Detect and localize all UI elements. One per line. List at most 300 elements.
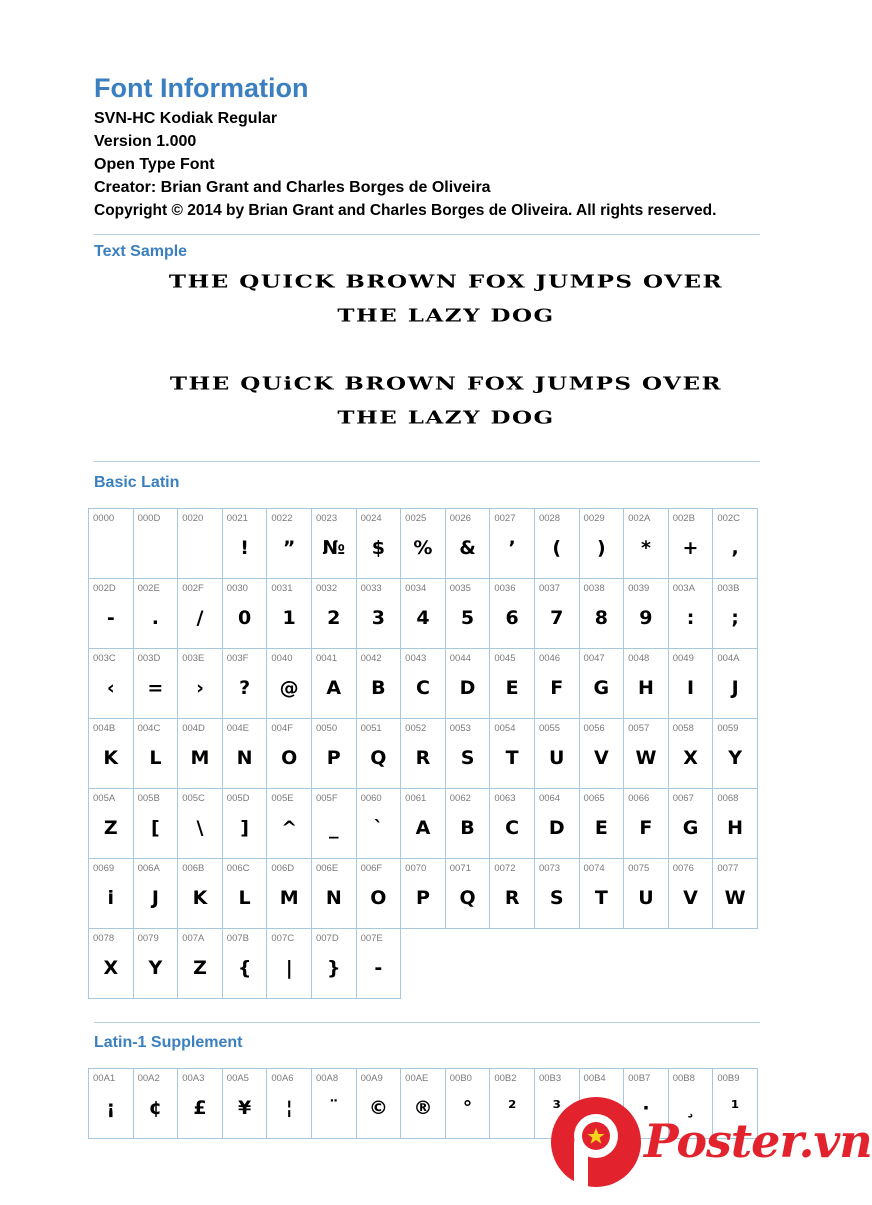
glyph-code: 002A <box>628 513 651 524</box>
font-type: Open Type Font <box>94 156 215 173</box>
glyph-char: % <box>413 537 433 559</box>
glyph-char: P <box>326 747 341 769</box>
glyph-cell <box>579 649 624 719</box>
glyph-code: 0042 <box>360 653 382 664</box>
glyph-char: _ <box>329 817 339 839</box>
glyph-code: 00A5 <box>226 1073 249 1084</box>
glyph-char: & <box>459 537 476 559</box>
glyph-code: 004B <box>93 723 116 734</box>
glyph-cell <box>445 719 490 789</box>
glyph-code: 004D <box>182 723 205 734</box>
glyph-cell <box>534 789 579 859</box>
glyph-code: 006A <box>137 863 160 874</box>
glyph-code: 007D <box>315 933 339 944</box>
glyph-code: 0069 <box>93 863 115 874</box>
glyph-cell <box>222 789 267 859</box>
glyph-char: O <box>281 747 298 769</box>
glyph-cell <box>267 789 312 859</box>
glyph-cell <box>89 719 134 789</box>
glyph-row <box>89 929 758 999</box>
glyph-code: 0076 <box>672 863 694 874</box>
text-sample-block <box>94 265 798 435</box>
glyph-cell <box>579 509 624 579</box>
glyph-code: 006F <box>360 863 383 874</box>
glyph-code: 0020 <box>182 513 204 524</box>
glyph-code: 00B2 <box>494 1073 517 1084</box>
glyph-char: V <box>593 747 609 769</box>
glyph-cell <box>89 789 134 859</box>
glyph-cell <box>89 579 134 649</box>
glyph-char: ( <box>552 537 562 559</box>
glyph-cell <box>668 789 713 859</box>
glyph-cell <box>133 789 178 859</box>
glyph-cell <box>490 509 535 579</box>
glyph-char: Z <box>103 817 118 839</box>
glyph-char: 9 <box>639 607 653 629</box>
glyph-char: F <box>550 677 564 699</box>
glyph-code: 003E <box>182 653 205 664</box>
empty-cell <box>534 929 579 999</box>
glyph-code: 005C <box>182 793 205 804</box>
glyph-code: 0053 <box>449 723 471 734</box>
glyph-code: 0040 <box>271 653 293 664</box>
glyph-cell <box>133 1069 178 1139</box>
glyph-code: 0034 <box>405 583 427 594</box>
glyph-cell <box>222 579 267 649</box>
glyph-cell <box>534 509 579 579</box>
glyph-code: 0077 <box>717 863 739 874</box>
glyph-code: 003B <box>717 583 740 594</box>
glyph-code: 0073 <box>538 863 561 874</box>
glyph-cell <box>178 859 223 929</box>
glyph-char: J <box>151 887 159 909</box>
glyph-code: 0048 <box>628 653 650 664</box>
glyph-cell <box>624 579 669 649</box>
glyph-char: B <box>460 817 475 839</box>
empty-cell <box>624 929 669 999</box>
glyph-char: ¸ <box>685 1097 696 1119</box>
glyph-code: 004C <box>137 723 161 734</box>
glyph-code: 0000 <box>93 513 115 524</box>
glyph-cell <box>267 719 312 789</box>
glyph-code: 007C <box>271 933 295 944</box>
glyph-code: 0061 <box>405 793 427 804</box>
glyph-char: C <box>505 817 520 839</box>
poster-vn-logo <box>544 1094 872 1200</box>
glyph-code: 0038 <box>583 583 605 594</box>
glyph-cell <box>579 719 624 789</box>
glyph-code: 0078 <box>93 933 115 944</box>
glyph-cell <box>624 719 669 789</box>
glyph-code: 0049 <box>672 653 694 664</box>
glyph-cell <box>401 579 446 649</box>
glyph-cell <box>713 509 758 579</box>
glyph-char: ® <box>413 1097 433 1119</box>
glyph-char: H <box>637 677 654 699</box>
glyph-code: 006B <box>182 863 205 874</box>
glyph-char: : <box>686 607 695 629</box>
glyph-char: X <box>103 957 119 979</box>
empty-cell <box>579 929 624 999</box>
glyph-char: D <box>459 677 476 699</box>
glyph-row <box>89 859 758 929</box>
empty-cell <box>401 929 446 999</box>
glyph-char: + <box>682 537 699 559</box>
glyph-code: 00B0 <box>449 1073 472 1084</box>
glyph-char: ¢ <box>148 1097 162 1119</box>
page-title: Font Information <box>94 73 309 103</box>
glyph-code: 007E <box>360 933 383 944</box>
glyph-code: 006E <box>315 863 339 874</box>
glyph-cell <box>267 649 312 719</box>
glyph-code: 0059 <box>717 723 739 734</box>
glyph-cell <box>133 719 178 789</box>
glyph-code: 0043 <box>405 653 427 664</box>
glyph-char: A <box>415 817 431 839</box>
glyph-cell <box>133 579 178 649</box>
glyph-cell <box>401 509 446 579</box>
glyph-code: 005D <box>226 793 250 804</box>
glyph-char: , <box>731 537 739 559</box>
glyph-code: 005F <box>315 793 338 804</box>
glyph-code: 004F <box>271 723 294 734</box>
glyph-cell <box>133 859 178 929</box>
glyph-cell <box>713 859 758 929</box>
glyph-code: 00A6 <box>271 1073 294 1084</box>
glyph-cell <box>311 789 356 859</box>
glyph-code: 0050 <box>315 723 338 734</box>
glyph-char: Y <box>148 957 163 979</box>
glyph-char: @ <box>279 677 299 699</box>
glyph-code: 0046 <box>538 653 561 664</box>
glyph-char: B <box>371 677 386 699</box>
glyph-char: F <box>639 817 653 839</box>
glyph-code: 0070 <box>405 863 427 874</box>
glyph-char: W <box>724 887 746 909</box>
glyph-cell <box>356 579 401 649</box>
glyph-code: 007B <box>226 933 249 944</box>
glyph-char: › <box>196 677 204 699</box>
basic-latin-heading: Basic Latin <box>94 474 180 491</box>
glyph-cell <box>401 1069 446 1139</box>
glyph-char: K <box>103 747 119 769</box>
glyph-code: 00B4 <box>583 1073 606 1084</box>
glyph-char: T <box>505 747 519 769</box>
glyph-code: 0039 <box>628 583 650 594</box>
glyph-code: 00A1 <box>93 1073 116 1084</box>
glyph-cell <box>713 719 758 789</box>
glyph-char: K <box>192 887 208 909</box>
glyph-cell <box>445 579 490 649</box>
glyph-code: 002E <box>137 583 160 594</box>
glyph-cell <box>222 649 267 719</box>
glyph-char: = <box>147 677 164 699</box>
empty-cell <box>445 929 490 999</box>
glyph-char: \ <box>196 817 204 839</box>
basic-latin-glyph-table <box>88 508 758 999</box>
glyph-cell <box>222 1069 267 1139</box>
glyph-cell <box>668 509 713 579</box>
glyph-cell <box>222 929 267 999</box>
glyph-code: 0052 <box>405 723 427 734</box>
glyph-char: ” <box>282 537 296 559</box>
glyph-cell <box>624 649 669 719</box>
glyph-char: J <box>731 677 739 699</box>
glyph-cell <box>401 649 446 719</box>
glyph-code: 0032 <box>315 583 338 594</box>
glyph-cell <box>579 789 624 859</box>
glyph-cell <box>311 649 356 719</box>
glyph-code: 007A <box>182 933 205 944</box>
glyph-code: 002C <box>717 513 741 524</box>
glyph-char: L <box>238 887 251 909</box>
glyph-code: 00A3 <box>182 1073 205 1084</box>
glyph-cell <box>89 649 134 719</box>
glyph-code: 0030 <box>226 583 248 594</box>
glyph-char: L <box>149 747 162 769</box>
glyph-char: 4 <box>416 607 430 629</box>
glyph-char: 6 <box>505 607 519 629</box>
glyph-char: ¡ <box>106 1097 116 1119</box>
glyph-cell <box>490 1069 535 1139</box>
glyph-code: 003F <box>226 653 249 664</box>
glyph-row <box>89 579 758 649</box>
glyph-char: ! <box>240 537 249 559</box>
glyph-cell <box>178 579 223 649</box>
glyph-char: ° <box>462 1097 473 1119</box>
glyph-char: · <box>642 1097 650 1119</box>
glyph-cell <box>311 859 356 929</box>
glyph-char: I <box>686 677 695 699</box>
poster-p-logo-icon <box>544 1094 654 1200</box>
glyph-code: 004E <box>226 723 249 734</box>
glyph-char: / <box>196 607 204 629</box>
glyph-char: R <box>415 747 431 769</box>
glyph-char: ¹ <box>730 1097 740 1119</box>
glyph-cell <box>401 789 446 859</box>
glyph-code: 0058 <box>672 723 694 734</box>
glyph-code: 002F <box>182 583 204 594</box>
glyph-code: 0036 <box>494 583 516 594</box>
glyph-char: ) <box>596 537 606 559</box>
glyph-char: C <box>415 677 430 699</box>
glyph-code: 0066 <box>628 793 650 804</box>
glyph-char: 5 <box>460 607 475 629</box>
glyph-char: © <box>368 1097 388 1119</box>
glyph-code: 0021 <box>226 513 248 524</box>
glyph-code: 0071 <box>449 863 471 874</box>
glyph-cell <box>311 509 356 579</box>
glyph-cell <box>133 649 178 719</box>
glyph-char: H <box>727 817 744 839</box>
glyph-char: 0 <box>237 607 252 629</box>
glyph-char: 8 <box>594 607 608 629</box>
glyph-code: 0074 <box>583 863 605 874</box>
glyph-char: O <box>370 887 387 909</box>
glyph-code: 0029 <box>583 513 605 524</box>
glyph-code: 0072 <box>494 863 516 874</box>
glyph-char: G <box>682 817 699 839</box>
glyph-char: ^ <box>281 817 298 839</box>
glyph-code: 003A <box>672 583 695 594</box>
glyph-cell <box>401 719 446 789</box>
glyph-cell <box>89 929 134 999</box>
glyph-code: 00B9 <box>717 1073 740 1084</box>
glyph-code: 00A2 <box>137 1073 160 1084</box>
glyph-char: ‹ <box>106 677 115 699</box>
glyph-code: 0068 <box>717 793 739 804</box>
glyph-code: 0028 <box>538 513 561 524</box>
glyph-char: P <box>415 887 430 909</box>
glyph-cell <box>401 859 446 929</box>
glyph-char: Q <box>459 887 476 909</box>
sample-upper-line-2: THE LAZY DOG <box>337 305 555 327</box>
sample-lower-line-2: THE LAZY DOG <box>337 407 555 429</box>
glyph-cell <box>713 789 758 859</box>
glyph-char: ’ <box>508 537 516 559</box>
glyph-code: 0057 <box>628 723 650 734</box>
glyph-code: 0033 <box>360 583 382 594</box>
glyph-cell <box>490 789 535 859</box>
glyph-code: 000D <box>137 513 161 524</box>
glyph-char: S <box>460 747 475 769</box>
glyph-char: - <box>106 607 115 629</box>
glyph-cell <box>356 859 401 929</box>
glyph-code: 005B <box>137 793 160 804</box>
glyph-cell <box>445 1069 490 1139</box>
glyph-cell <box>89 509 134 579</box>
glyph-cell <box>445 859 490 929</box>
glyph-code: 0064 <box>538 793 561 804</box>
glyph-code: 003D <box>137 653 161 664</box>
glyph-code: 006D <box>271 863 295 874</box>
glyph-char: N <box>236 747 253 769</box>
latin1-heading: Latin-1 Supplement <box>94 1034 243 1051</box>
glyph-code: 0054 <box>494 723 516 734</box>
glyph-code: 0051 <box>360 723 382 734</box>
glyph-code: 0025 <box>405 513 427 524</box>
glyph-code: 0056 <box>583 723 605 734</box>
glyph-code: 00A8 <box>315 1073 339 1084</box>
glyph-code: 0045 <box>494 653 516 664</box>
glyph-cell <box>534 719 579 789</box>
glyph-char: * <box>640 537 651 559</box>
glyph-char: Y <box>728 747 742 769</box>
glyph-cell <box>311 929 356 999</box>
glyph-char: . <box>151 607 159 629</box>
glyph-cell <box>579 579 624 649</box>
glyph-char: M <box>279 887 299 909</box>
glyph-cell <box>445 509 490 579</box>
glyph-char: | <box>285 957 293 979</box>
glyph-row <box>89 509 758 579</box>
glyph-cell <box>534 579 579 649</box>
glyph-code: 0075 <box>628 863 650 874</box>
glyph-char: $ <box>371 537 385 559</box>
glyph-cell <box>490 579 535 649</box>
divider-basic-latin <box>94 461 760 462</box>
glyph-code: 0067 <box>672 793 694 804</box>
glyph-cell <box>624 509 669 579</box>
glyph-char: U <box>549 747 565 769</box>
glyph-cell <box>178 719 223 789</box>
glyph-cell <box>267 859 312 929</box>
glyph-code: 0063 <box>494 793 516 804</box>
glyph-code: 002D <box>93 583 116 594</box>
glyph-cell <box>490 719 535 789</box>
glyph-char: W <box>635 747 657 769</box>
glyph-cell <box>222 719 267 789</box>
glyph-char: M <box>190 747 210 769</box>
glyph-char: 3 <box>371 607 385 629</box>
glyph-char: ] <box>240 817 249 839</box>
glyph-code: 0041 <box>315 653 338 664</box>
glyph-char: Z <box>193 957 207 979</box>
glyph-cell <box>713 579 758 649</box>
glyph-cell <box>311 1069 356 1139</box>
glyph-cell <box>445 649 490 719</box>
glyph-char: G <box>593 677 610 699</box>
glyph-char: 1 <box>282 607 296 629</box>
glyph-code: 0022 <box>271 513 293 524</box>
glyph-cell <box>490 859 535 929</box>
sample-lower-line-1: THE QUiCK BROWN FOX JUMPS OVER <box>169 373 723 395</box>
glyph-char: [ <box>151 817 160 839</box>
empty-cell <box>490 929 535 999</box>
sample-upper-line-1: THE QUICK BROWN FOX JUMPS OVER <box>168 271 724 293</box>
glyph-code: 0055 <box>538 723 561 734</box>
font-copyright: Copyright © 2014 by Brian Grant and Charles Borges de Oliveira. All rights reserved. <box>94 202 717 219</box>
glyph-char: ; <box>731 607 739 629</box>
glyph-code: 002B <box>672 513 695 524</box>
glyph-code: 0024 <box>360 513 382 524</box>
glyph-cell <box>89 1069 134 1139</box>
glyph-char: S <box>549 887 564 909</box>
font-name: SVN-HC Kodiak Regular <box>94 110 278 127</box>
glyph-char: } <box>327 957 341 979</box>
glyph-code: 0065 <box>583 793 605 804</box>
glyph-code: 004A <box>717 653 740 664</box>
glyph-code: 0062 <box>449 793 471 804</box>
glyph-code: 0026 <box>449 513 471 524</box>
glyph-cell <box>579 859 624 929</box>
glyph-cell <box>89 859 134 929</box>
glyph-cell <box>668 649 713 719</box>
glyph-code: 0023 <box>315 513 338 524</box>
glyph-code: 006C <box>226 863 250 874</box>
glyph-row <box>89 719 758 789</box>
glyph-cell <box>668 859 713 929</box>
glyph-cell <box>178 1069 223 1139</box>
glyph-cell <box>356 1069 401 1139</box>
glyph-char: £ <box>193 1097 207 1119</box>
glyph-code: 0027 <box>494 513 516 524</box>
glyph-char: i <box>107 887 115 909</box>
glyph-cell <box>668 579 713 649</box>
glyph-code: 00B7 <box>628 1073 651 1084</box>
glyph-cell <box>311 719 356 789</box>
glyph-cell <box>222 859 267 929</box>
glyph-code: 0060 <box>360 793 382 804</box>
glyph-char: A <box>326 677 342 699</box>
divider-latin1 <box>94 1022 760 1023</box>
glyph-cell <box>178 649 223 719</box>
glyph-char: 2 <box>327 607 341 629</box>
glyph-code: 0035 <box>449 583 471 594</box>
glyph-cell <box>624 859 669 929</box>
glyph-cell <box>624 789 669 859</box>
glyph-char: - <box>374 957 383 979</box>
